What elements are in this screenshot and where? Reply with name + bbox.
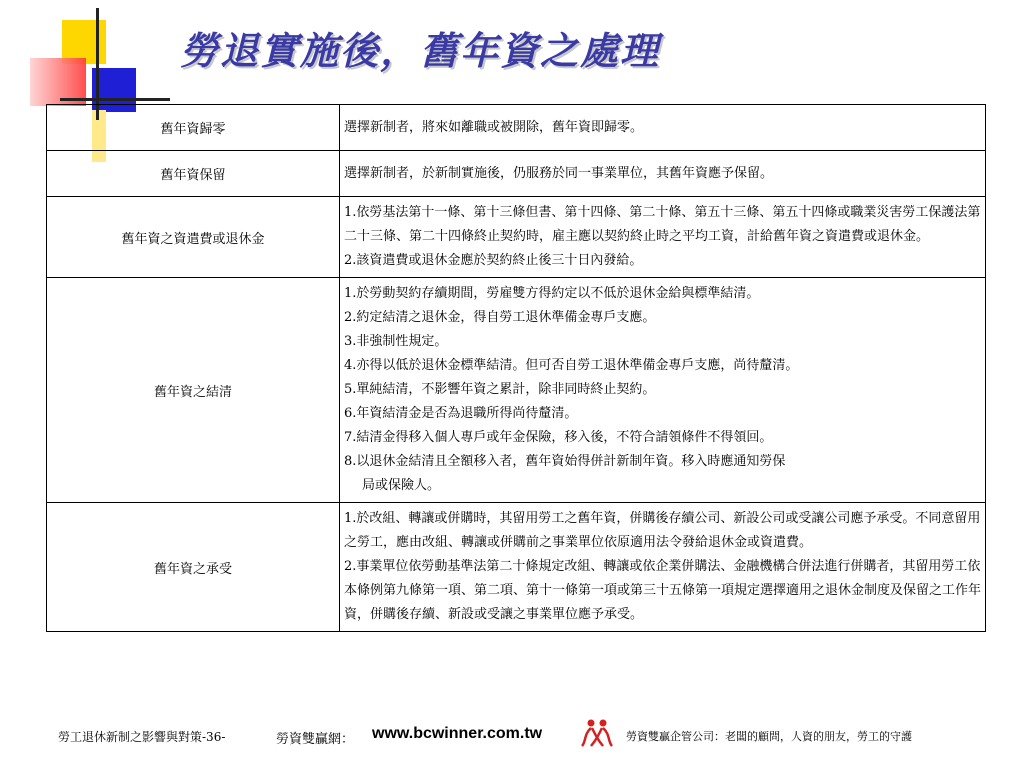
- content-line: 6.年資結清金是否為退職所得尚待釐清。: [344, 406, 578, 421]
- content-line: 2.約定結清之退休金，得自勞工退休準備金專戶支應。: [344, 310, 656, 325]
- content-table: [46, 104, 986, 632]
- row-content: [340, 151, 986, 197]
- footer-page-label: 勞工退休新制之影響與對策-36-: [58, 730, 226, 744]
- table-row: [47, 151, 986, 197]
- row-label: 舊年資保留: [47, 151, 340, 197]
- content-line: 1.於改組、轉讓或併購時，其留用勞工之舊年資，併購後存續公司、新設公司或受讓公司應予承受。不同意留用之勞工，應由改組、轉讓或併購前之事業單位依原適用法令發給退休金或資遣費。: [344, 511, 981, 550]
- content-line: 1.於勞動契約存續期間，勞雇雙方得約定以不低於退休金給與標準結清。: [344, 286, 760, 301]
- table-row: [47, 105, 986, 151]
- footer-site-link[interactable]: www.bcwinner.com.tw: [372, 725, 543, 742]
- row-content: [340, 105, 986, 151]
- row-label: 舊年資之結清: [47, 278, 340, 503]
- row-label: 舊年資之資遣費或退休金: [47, 197, 340, 278]
- content-line: 1.依勞基法第十一條、第十三條但書、第十四條、第二十條、第五十三條、第五十四條或職業災害勞工保護法第二十三條、第二十四條終止契約時，雇主應以契約終止時之平均工資，計給舊年資之資遣費或退休金。: [344, 205, 981, 244]
- row-label: 舊年資之承受: [47, 503, 340, 632]
- table-row: [47, 197, 986, 278]
- row-content: [340, 197, 986, 278]
- content-line: 7.結清金得移入個人專戶或年金保險，移入後，不符合請領條件不得領回。: [344, 430, 773, 445]
- table-row: [47, 278, 986, 503]
- content-line: 5.單純結清，不影響年資之累計，除非同時終止契約。: [344, 382, 656, 397]
- decor-horizontal-line: [60, 98, 170, 101]
- content-line: 2.事業單位依勞動基準法第二十條規定改組、轉讓或依企業併購法、金融機構合併法進行併購者，其留用勞工依本條例第九條第一項、第二項、第十一條第一項或第三十五條第一項規定選擇適用之退休金制度及保留之工作年資，併購後存續、新設或受讓之事業單位應予承受。: [344, 559, 982, 622]
- table-row: [47, 503, 986, 632]
- content-line: 4.亦得以低於退休金標準結清。但可否自勞工退休準備金專戶支應，尚待釐清。: [344, 358, 799, 373]
- content-line: 選擇新制者，將來如離職或被開除，舊年資即歸零。: [344, 119, 644, 135]
- content-line: 選擇新制者，於新制實施後，仍服務於同一事業單位，其舊年資應予保留。: [344, 165, 774, 181]
- row-content: [340, 278, 986, 503]
- content-line: 3.非強制性規定。: [344, 334, 448, 349]
- row-content: [340, 503, 986, 632]
- content-line: 局或保險人。: [362, 478, 441, 493]
- company-logo-icon: [580, 718, 614, 748]
- content-line: 2.該資遣費或退休金應於契約終止後三十日內發給。: [344, 253, 643, 268]
- footer-company-slogan: 勞資雙贏企管公司：老闆的顧問，人資的朋友，勞工的守護: [626, 730, 912, 743]
- content-line: 8.以退休金結清且全額移入者，舊年資始得併計新制年資。移入時應通知勞保: [344, 454, 786, 469]
- row-label: 舊年資歸零: [47, 105, 340, 151]
- footer-site-label: 勞資雙贏網：: [276, 732, 355, 747]
- page-title: 勞退實施後，舊年資之處理: [180, 28, 661, 73]
